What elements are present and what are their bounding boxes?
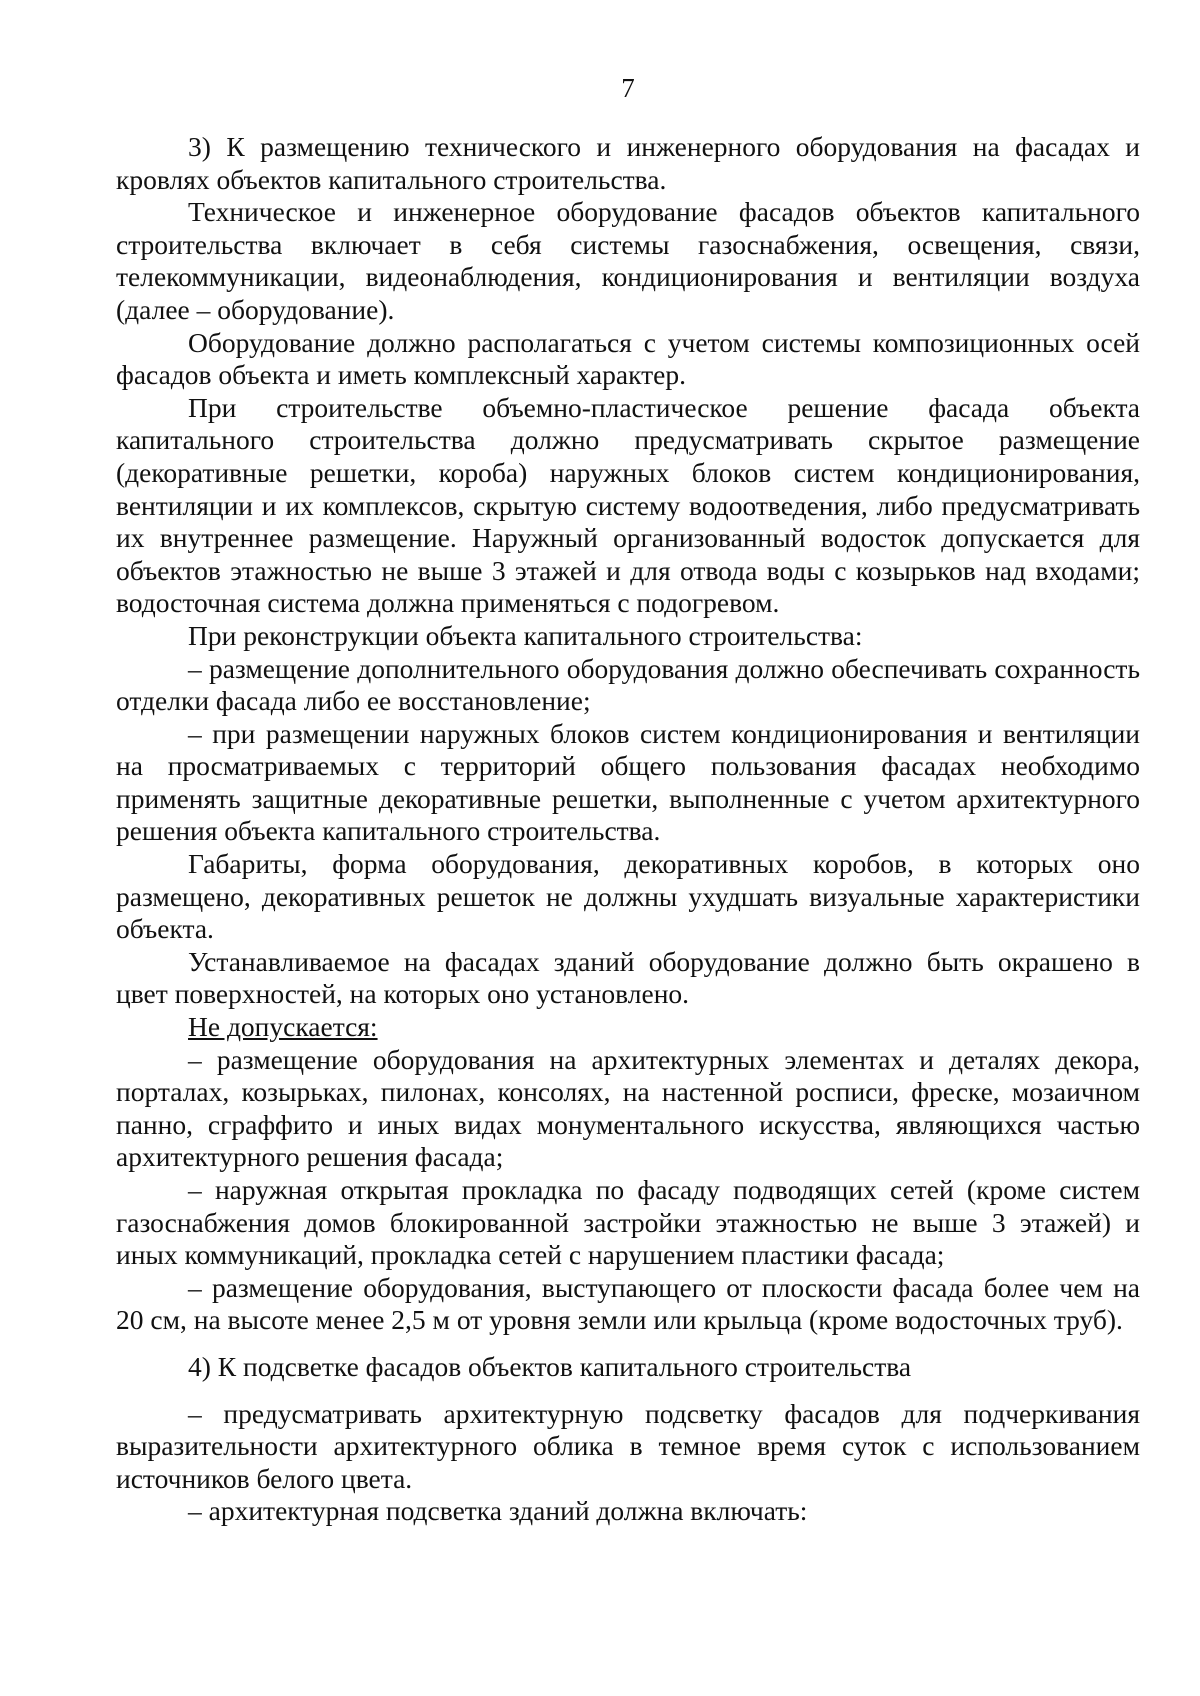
not-allowed-label: Не допускается:: [188, 1011, 378, 1043]
paragraph-construction-requirements: При строительстве объемно-пластическое решение фасада объекта капитального строительства должно предусматривать скрытое размещение (декоративные решетки, короба) наружных блоков систем кондиционирования, вентиляции и их комплексов, скрытую систему водоотведения, либо предусматривать их внутреннее размещение. Наружный организованный водосток допускается для объектов этажностью не выше 3 этажей и для отвода воды с козырьков над входами; водосточная система должна применяться с подогревом.: [116, 391, 1140, 619]
paragraph-reconstruction-intro: При реконструкции объекта капитального строительства:: [188, 619, 863, 651]
section-3-heading: 3) К размещению технического и инженерного оборудования на фасадах и кровлях объектов капитального строительства.: [116, 131, 1140, 195]
list-item-lighting-includes: – архитектурная подсветка зданий должна включать:: [188, 1495, 808, 1527]
list-item-additional-equipment: – размещение дополнительного оборудования должно обеспечивать сохранность отделки фасада либо ее восстановление;: [116, 652, 1140, 717]
list-item-protruding-equipment: – размещение оборудования, выступающего от плоскости фасада более чем на 20 см, на высоте менее 2,5 м от уровня земли или крыльца (кроме водосточных труб).: [116, 1271, 1140, 1336]
section-4-heading: 4) К подсветке фасадов объектов капитального строительства: [188, 1350, 912, 1382]
document-body: [116, 131, 1140, 1528]
page-number: 7: [621, 73, 635, 103]
list-item-outdoor-units: – при размещении наружных блоков систем кондиционирования и вентиляции на просматриваемых с территорий общего пользования фасадах необходимо применять защитные декоративные решетки, выполненные с учетом архитектурного решения объекта капитального строительства.: [116, 717, 1140, 847]
document-page: [116, 0, 1140, 1696]
list-item-open-networks: – наружная открытая прокладка по фасаду подводящих сетей (кроме систем газоснабжения домов блокированной застройки этажностью не выше 3 этажей) и иных коммуникаций, прокладка сетей с нарушением пластики фасада;: [116, 1174, 1140, 1271]
not-allowed-heading: [116, 1011, 1140, 1044]
paragraph-painting: Устанавливаемое на фасадах зданий оборудование должно быть окрашено в цвет поверхностей, на которых оно установлено.: [116, 945, 1140, 1010]
paragraph-dimensions: Габариты, форма оборудования, декоративных коробов, в которых оно размещено, декоративных решеток не должны ухудшать визуальные характеристики объекта.: [116, 848, 1140, 945]
paragraph-equipment-placement: Оборудование должно располагаться с учетом системы композиционных осей фасадов объекта и иметь комплексный характер.: [116, 326, 1140, 391]
list-item-decor-elements: – размещение оборудования на архитектурных элементах и деталях декора, порталах, козырьках, пилонах, консолях, на настенной росписи, фреске, мозаичном панно, сграффито и иных видах монументального искусства, являющихся частью архитектурного решения фасада;: [116, 1043, 1140, 1173]
paragraph-equipment-definition: Техническое и инженерное оборудование фасадов объектов капитального строительства включает в себя системы газоснабжения, освещения, связи, телекоммуникации, видеонаблюдения, кондиционирования и вентиляции воздуха (далее – оборудование).: [116, 196, 1140, 325]
list-item-architectural-lighting: – предусматривать архитектурную подсветку фасадов для подчеркивания выразительности архитектурного облика в темное время суток с использованием источников белого цвета.: [116, 1397, 1140, 1494]
